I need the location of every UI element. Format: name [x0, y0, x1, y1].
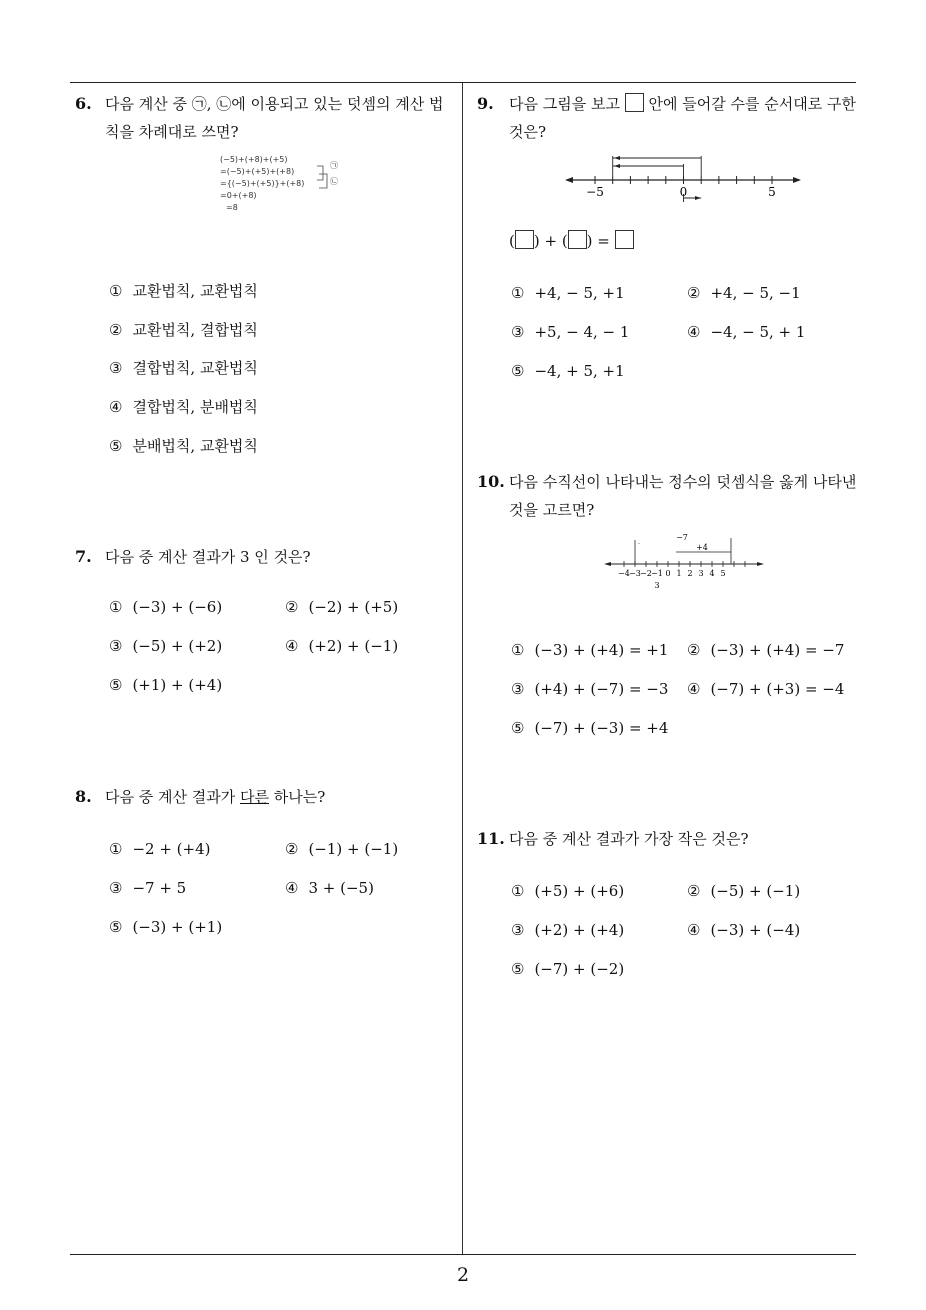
axis-label: 4 — [709, 569, 715, 578]
blank-box-icon — [515, 230, 534, 249]
option-3[interactable]: ③ (+4) + (−7) = −3 — [511, 680, 669, 698]
calculation-figure: (−5)+(+8)+(+5) =(−5)+(+5)+(+8) ={(−5)+(+5)}+(+8) =0+(+8) =8 — [220, 155, 305, 212]
question-stem: 다음 중 계산 결과가 다른 하나는? — [105, 788, 326, 806]
option-3[interactable]: ③ −7 + 5 — [109, 879, 187, 897]
option-1[interactable]: ① +4, − 5, +1 — [511, 284, 625, 302]
option-4[interactable]: ④ (−7) + (+3) = −4 — [687, 680, 845, 698]
question-stem: 다음 중 계산 결과가 3 인 것은? — [105, 548, 311, 566]
question-number: 8. — [75, 787, 92, 806]
option-5[interactable]: ⑤ −4, + 5, +1 — [511, 362, 625, 380]
svg-text:·: · — [638, 541, 640, 548]
option-4[interactable]: ④ −4, − 5, + 1 — [687, 323, 806, 341]
bottom-rule — [70, 1254, 856, 1255]
blank-box-icon — [568, 230, 587, 249]
page-number: 2 — [456, 1264, 470, 1286]
option-1[interactable]: ① (+5) + (+6) — [511, 882, 625, 900]
option-2[interactable]: ② (−3) + (+4) = −7 — [687, 641, 845, 659]
option-2[interactable]: ② (−2) + (+5) — [285, 598, 399, 616]
axis-label: 3 — [698, 569, 704, 578]
option-4[interactable]: ④ (+2) + (−1) — [285, 637, 399, 655]
axis-label: 2 — [687, 569, 693, 578]
question-number: 10. — [477, 472, 505, 491]
question-stem: 다음 그림을 보고 안에 들어갈 수를 순서대로 구한 것은? — [509, 95, 856, 141]
option-3[interactable]: ③ +5, − 4, − 1 — [511, 323, 630, 341]
option-5[interactable]: ⑤ (−3) + (+1) — [109, 918, 223, 936]
option-4[interactable]: ④ (−3) + (−4) — [687, 921, 801, 939]
column-divider — [462, 83, 463, 1254]
arrow-label: +4 — [696, 543, 708, 552]
top-rule — [70, 82, 856, 83]
equation-template: ( ) + ( ) = — [509, 227, 634, 255]
axis-label: −3 — [629, 569, 641, 578]
option-5[interactable]: ⑤ (−7) + (−2) — [511, 960, 625, 978]
axis-label: 5 — [720, 569, 726, 578]
axis-label: −5 — [586, 185, 604, 199]
option-5[interactable]: ⑤ 분배법칙, 교환법칙 — [109, 437, 258, 455]
question-stem: 다음 계산 중 ㉠, ㉡에 이용되고 있는 덧셈의 계산 법 칙을 차례대로 쓰면? — [105, 95, 444, 141]
option-2[interactable]: ② (−5) + (−1) — [687, 882, 801, 900]
question-8 — [75, 783, 460, 953]
axis-label: 0 — [665, 569, 671, 578]
axis-label: 5 — [768, 185, 776, 199]
axis-label: −2 — [640, 569, 652, 578]
calc-mark-1: ㉠ — [330, 161, 338, 170]
question-stem: 다음 수직선이 나타내는 정수의 덧셈식을 옳게 나타낸 것을 고르면? — [509, 473, 857, 519]
question-7 — [75, 543, 460, 713]
axis-label: 0 — [679, 185, 688, 199]
option-3[interactable]: ③ (+2) + (+4) — [511, 921, 625, 939]
option-1[interactable]: ① 교환법칙, 교환법칙 — [109, 282, 258, 300]
number-line-figure — [565, 152, 805, 210]
question-number: 11. — [477, 829, 505, 848]
option-2[interactable]: ② 교환법칙, 결합법칙 — [109, 321, 258, 339]
calc-bracket — [315, 158, 329, 194]
option-1[interactable]: ① (−3) + (+4) = +1 — [511, 641, 669, 659]
option-2[interactable]: ② +4, − 5, −1 — [687, 284, 801, 302]
axis-label: −1 — [651, 569, 663, 578]
question-11 — [477, 825, 862, 995]
option-2[interactable]: ② (−1) + (−1) — [285, 840, 399, 858]
option-3[interactable]: ③ (−5) + (+2) — [109, 637, 223, 655]
option-1[interactable]: ① −2 + (+4) — [109, 840, 211, 858]
blank-box-icon — [625, 93, 644, 112]
option-4[interactable]: ④ 결합법칙, 분배법칙 — [109, 398, 258, 416]
axis-label: −4 — [618, 569, 630, 578]
question-number: 6. — [75, 94, 92, 113]
question-number: 9. — [477, 94, 494, 113]
option-3[interactable]: ③ 결합법칙, 교환법칙 — [109, 359, 258, 377]
blank-box-icon — [615, 230, 634, 249]
option-5[interactable]: ⑤ (+1) + (+4) — [109, 676, 223, 694]
option-5[interactable]: ⑤ (−7) + (−3) = +4 — [511, 719, 669, 737]
question-6 — [75, 90, 460, 455]
option-4[interactable]: ④ 3 + (−5) — [285, 879, 374, 897]
arrow-label: −7 — [676, 533, 688, 542]
calc-mark-2: ㉡ — [330, 177, 338, 186]
below-label: 3 — [654, 581, 660, 590]
question-number: 7. — [75, 547, 92, 566]
number-line-figure — [602, 530, 767, 594]
axis-label: 1 — [676, 569, 682, 578]
question-stem: 다음 중 계산 결과가 가장 작은 것은? — [509, 830, 749, 848]
question-9 — [477, 90, 862, 390]
question-10 — [477, 468, 862, 748]
option-1[interactable]: ① (−3) + (−6) — [109, 598, 223, 616]
